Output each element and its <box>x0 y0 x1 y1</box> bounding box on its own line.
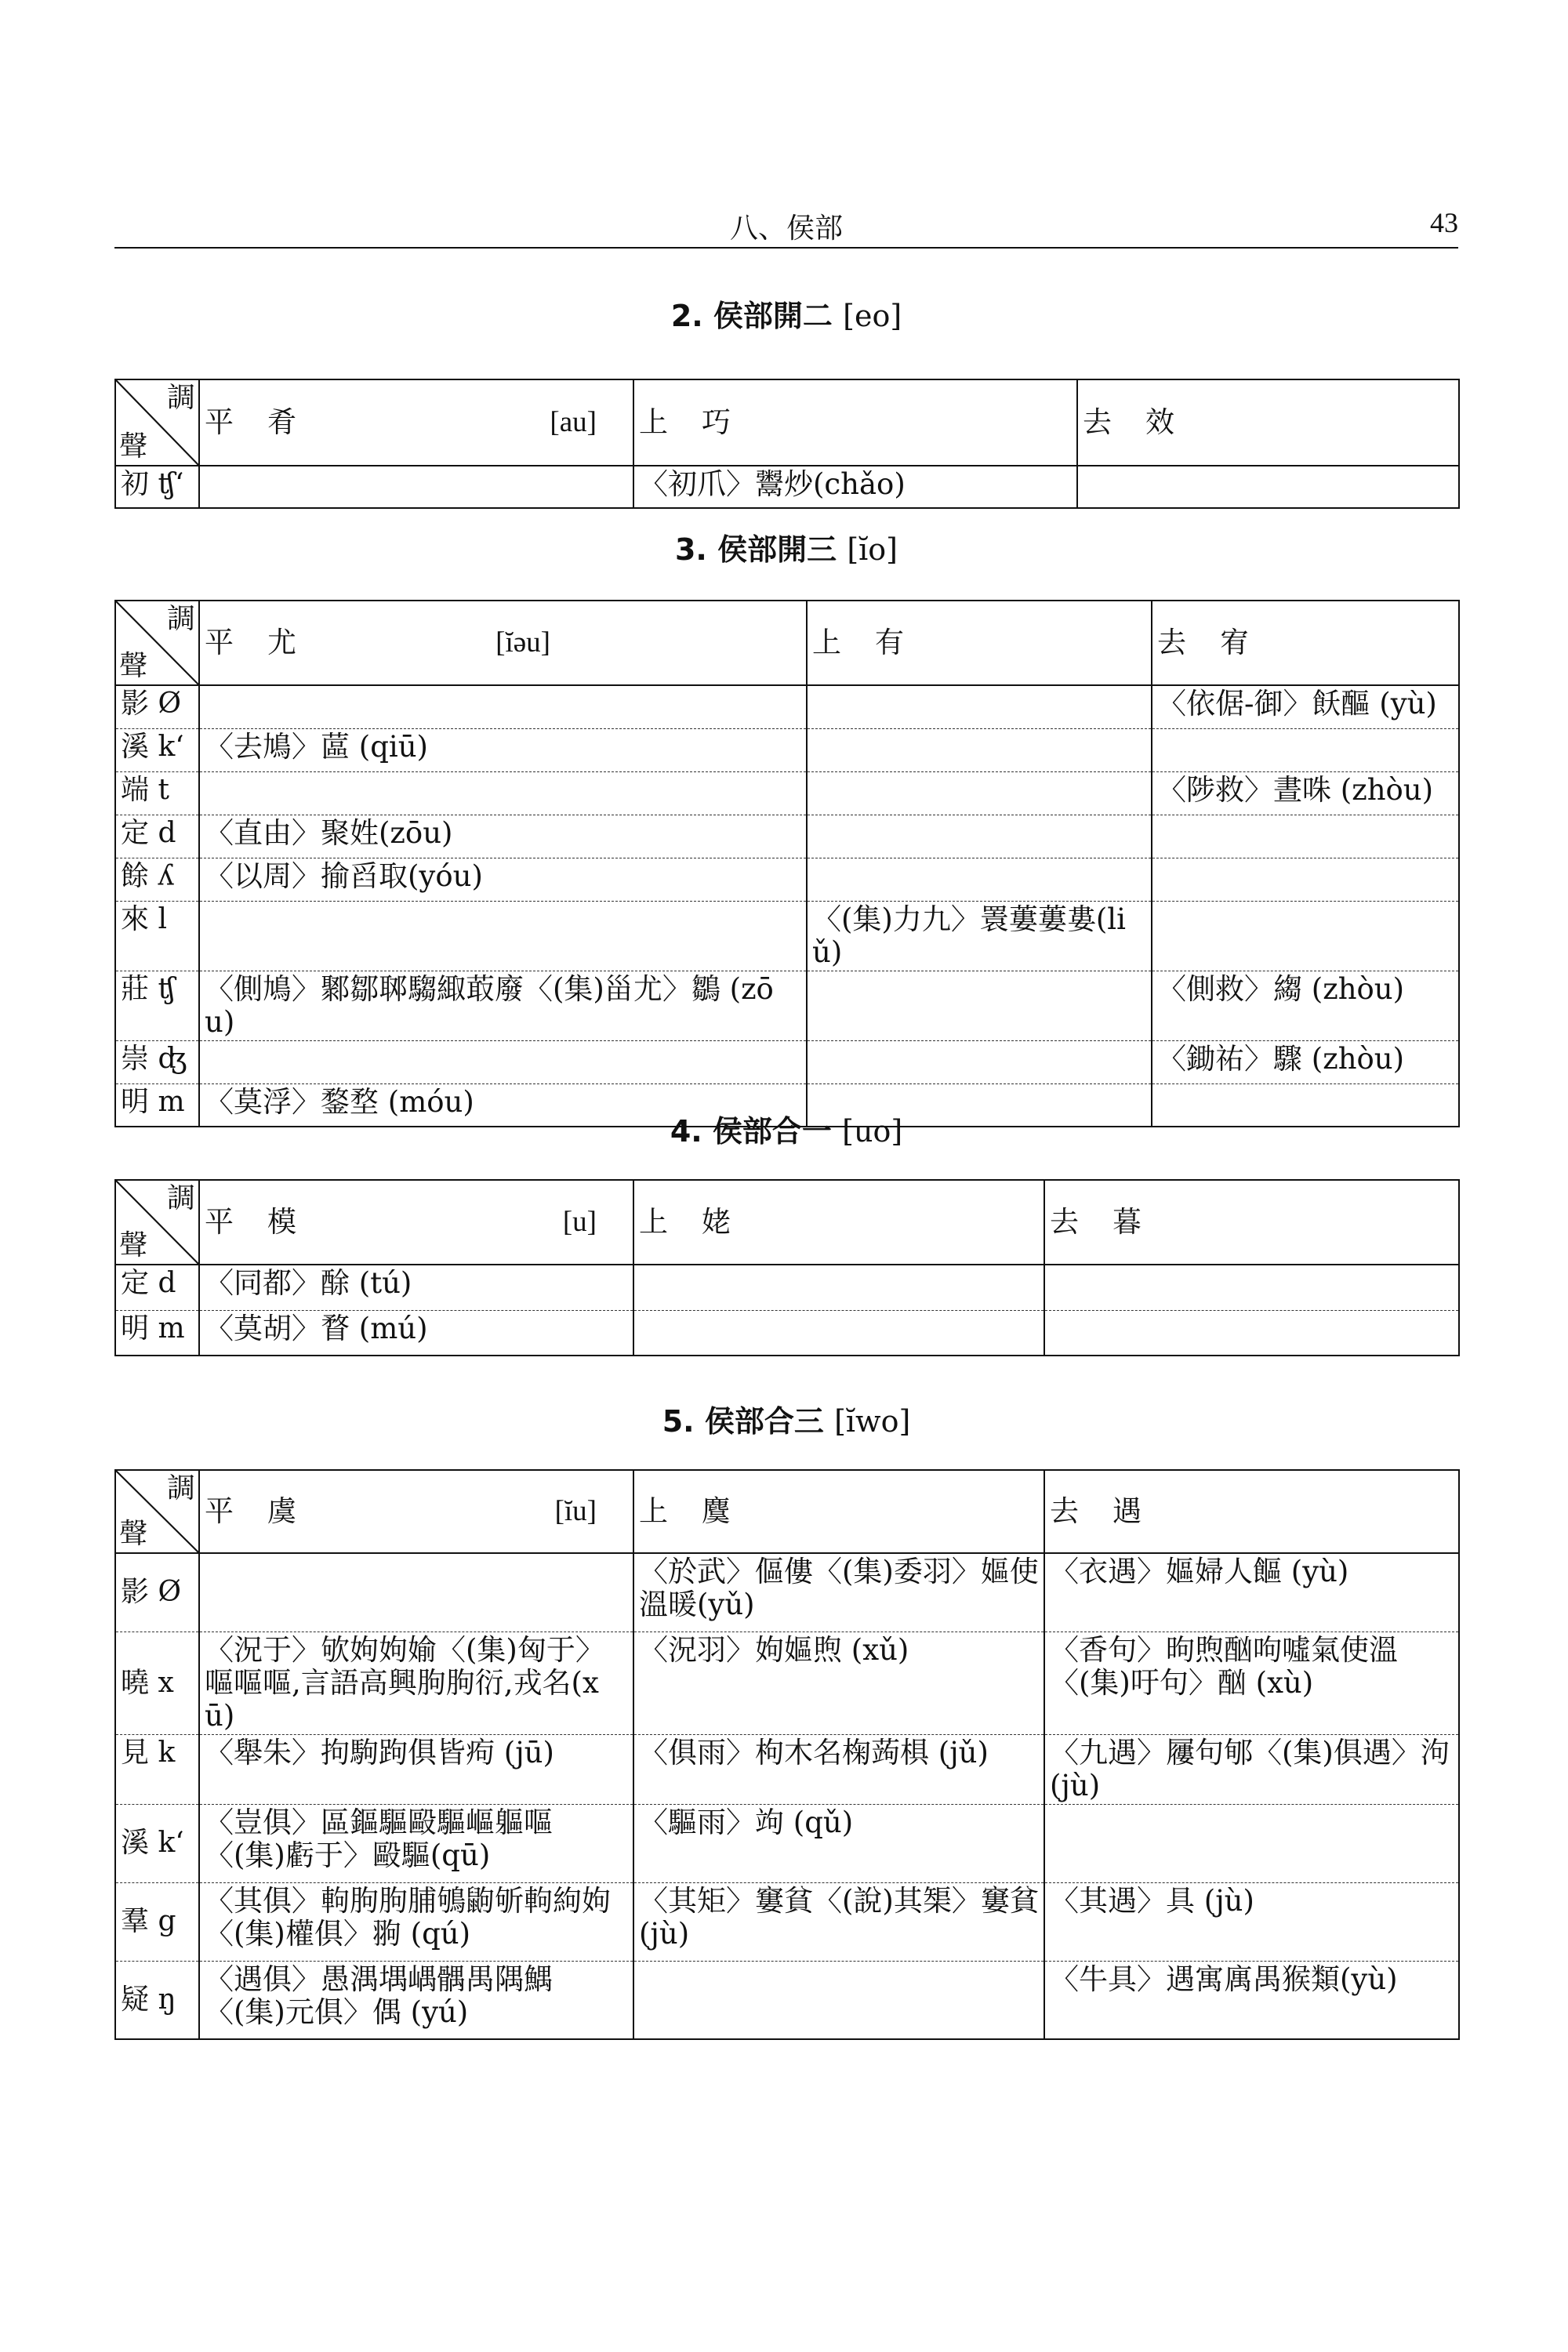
section-ipa: [ĭwo] <box>834 1404 911 1439</box>
section-ipa: [uo] <box>842 1114 903 1149</box>
column-header: 上 巧 <box>633 379 1077 466</box>
table-cell: 〈去鳩〉蓲 (qiū) <box>199 728 807 771</box>
table-cell <box>1152 901 1459 971</box>
page-header <box>114 200 1458 249</box>
section-title <box>114 292 1458 335</box>
table-cell: 〈香句〉昫煦酗呴噓氣使溫〈(集)吁句〉酗 (xù) <box>1044 1632 1459 1734</box>
table-cell <box>807 728 1152 771</box>
initial-label: 明 m <box>115 1083 199 1127</box>
table-cell <box>199 685 807 728</box>
initial-label: 莊 ʧ <box>115 971 199 1040</box>
section-heading: 5. 侯部合三 <box>662 1404 824 1439</box>
table-cell: 〈牛具〉遇寓庽禺猴類(yù) <box>1044 1961 1459 2039</box>
initial-label: 定 d <box>115 815 199 858</box>
initial-label: 來 l <box>115 901 199 971</box>
table-cell: 〈九遇〉屨句郇〈(集)俱遇〉泃 (jù) <box>1044 1734 1459 1804</box>
table-cell <box>1044 1265 1459 1310</box>
table-cell <box>807 771 1152 815</box>
column-header: 平 肴 [au] <box>199 379 633 466</box>
table-cell <box>1044 1310 1459 1356</box>
rime-table <box>114 600 1460 1127</box>
section-ipa: [eo] <box>843 299 902 333</box>
corner-initial-label: 聲 <box>119 1229 148 1261</box>
table-corner <box>115 379 199 466</box>
table-cell: 〈俱雨〉枸木名椈蒟椇 (jǔ) <box>633 1734 1044 1804</box>
section-heading: 4. 侯部合一 <box>670 1114 832 1149</box>
table-cell: 〈豈俱〉區鏂驅毆驅嶇軀嘔〈(集)虧于〉毆驅(qū) <box>199 1804 633 1882</box>
table-cell: 〈莫胡〉瞀 (mú) <box>199 1310 633 1356</box>
initial-label: 端 t <box>115 771 199 815</box>
corner-tone-label: 調 <box>166 1182 195 1214</box>
initial-label: 曉 x <box>115 1632 199 1734</box>
table-cell: 〈舉朱〉拘駒跔俱皆痀 (jū) <box>199 1734 633 1804</box>
table-cell <box>199 466 633 508</box>
table-cell: 〈初爪〉鬻炒(chǎo) <box>633 466 1077 508</box>
corner-tone-label: 調 <box>166 1472 195 1504</box>
initial-label: 餘 ʎ <box>115 858 199 901</box>
table-cell: 〈(集)力九〉瞏蔞蔞婁(liǔ) <box>807 901 1152 971</box>
table-cell <box>633 1961 1044 2039</box>
corner-initial-label: 聲 <box>119 1518 148 1550</box>
table-cell <box>1152 858 1459 901</box>
table-cell <box>199 771 807 815</box>
initial-label: 溪 kʻ <box>115 728 199 771</box>
table-cell: 〈況于〉欨姁姁媮〈(集)匈于〉嘔嘔嘔,言語高興朐朐衍,戎名(xū) <box>199 1632 633 1734</box>
column-header: 去 遇 <box>1044 1470 1459 1553</box>
table-cell <box>633 1265 1044 1310</box>
page-number: 43 <box>1430 207 1458 238</box>
column-header: 上 姥 <box>633 1180 1044 1265</box>
corner-tone-label: 調 <box>166 382 195 414</box>
table-cell <box>199 1553 633 1632</box>
table-cell <box>1044 1804 1459 1882</box>
column-header: 平 模 [u] <box>199 1180 633 1265</box>
table-cell: 〈於武〉傴僂〈(集)委羽〉嫗使溫暖(yǔ) <box>633 1553 1044 1632</box>
table-cell: 〈其俱〉軥朐朐脯鴝鼩斪軥絇姁〈(集)權俱〉翑 (qú) <box>199 1882 633 1961</box>
initial-label: 疑 ŋ <box>115 1961 199 2039</box>
table-cell <box>199 1040 807 1083</box>
section-title <box>114 1107 1458 1150</box>
rime-table <box>114 1179 1460 1356</box>
initial-label: 溪 kʻ <box>115 1804 199 1882</box>
table-cell <box>807 815 1152 858</box>
column-header: 去 暮 <box>1044 1180 1459 1265</box>
initial-label: 初 ʧʻ <box>115 466 199 508</box>
table-cell <box>807 971 1152 1040</box>
table-cell: 〈其遇〉具 (jù) <box>1044 1882 1459 1961</box>
table-corner <box>115 1180 199 1265</box>
table-cell <box>633 1310 1044 1356</box>
section-heading: 3. 侯部開三 <box>674 532 837 567</box>
table-cell <box>1152 815 1459 858</box>
initial-label: 羣 g <box>115 1882 199 1961</box>
table-cell <box>1077 466 1459 508</box>
section-ipa: [ĭo] <box>847 532 898 567</box>
table-cell: 〈以周〉揄舀取(yóu) <box>199 858 807 901</box>
table-cell: 〈莫浮〉鍪堥 (móu) <box>199 1083 807 1127</box>
table-cell: 〈側鳩〉鄹鄒郰騶緅菆廢〈(集)甾尤〉鶵 (zōu) <box>199 971 807 1040</box>
initial-label: 見 k <box>115 1734 199 1804</box>
table-cell: 〈其矩〉窶貧〈(說)其榘〉窶貧(jù) <box>633 1882 1044 1961</box>
table-cell: 〈衣遇〉嫗婦人饇 (yù) <box>1044 1553 1459 1632</box>
corner-initial-label: 聲 <box>119 430 148 463</box>
table-cell: 〈驅雨〉竘 (qǔ) <box>633 1804 1044 1882</box>
column-header: 去 效 <box>1077 379 1459 466</box>
table-corner <box>115 1470 199 1553</box>
table-cell: 〈鋤祐〉驟 (zhòu) <box>1152 1040 1459 1083</box>
table-cell <box>807 1040 1152 1083</box>
running-title: 八、侯部 <box>729 212 843 245</box>
column-header: 上 有 <box>807 601 1152 685</box>
initial-label: 影 Ø <box>115 1553 199 1632</box>
table-cell: 〈側救〉縐 (zhòu) <box>1152 971 1459 1040</box>
section-title <box>114 525 1458 568</box>
rime-table <box>114 1469 1460 2040</box>
column-header: 上 麌 <box>633 1470 1044 1553</box>
initial-label: 崇 ʤ <box>115 1040 199 1083</box>
table-cell <box>1152 728 1459 771</box>
corner-tone-label: 調 <box>166 603 195 635</box>
table-cell: 〈況羽〉姁嫗煦 (xǔ) <box>633 1632 1044 1734</box>
table-cell: 〈依倨-御〉飫醧 (yù) <box>1152 685 1459 728</box>
column-header: 去 宥 <box>1152 601 1459 685</box>
section-title <box>114 1397 1458 1440</box>
initial-label: 定 d <box>115 1265 199 1310</box>
table-corner <box>115 601 199 685</box>
table-cell: 〈遇俱〉愚湡堣嵎髃禺隅鰅〈(集)元俱〉偶 (yú) <box>199 1961 633 2039</box>
table-cell: 〈陟救〉晝咮 (zhòu) <box>1152 771 1459 815</box>
column-header: 平 尤 [ĭəu] <box>199 601 807 685</box>
corner-initial-label: 聲 <box>119 650 148 682</box>
rime-table <box>114 379 1460 509</box>
table-cell <box>807 685 1152 728</box>
column-header: 平 虞 [ĭu] <box>199 1470 633 1553</box>
initial-label: 影 Ø <box>115 685 199 728</box>
section-heading: 2. 侯部開二 <box>670 299 833 333</box>
table-cell: 〈同都〉酴 (tú) <box>199 1265 633 1310</box>
initial-label: 明 m <box>115 1310 199 1356</box>
table-cell <box>807 858 1152 901</box>
table-cell: 〈直由〉聚姓(zōu) <box>199 815 807 858</box>
table-cell <box>199 901 807 971</box>
